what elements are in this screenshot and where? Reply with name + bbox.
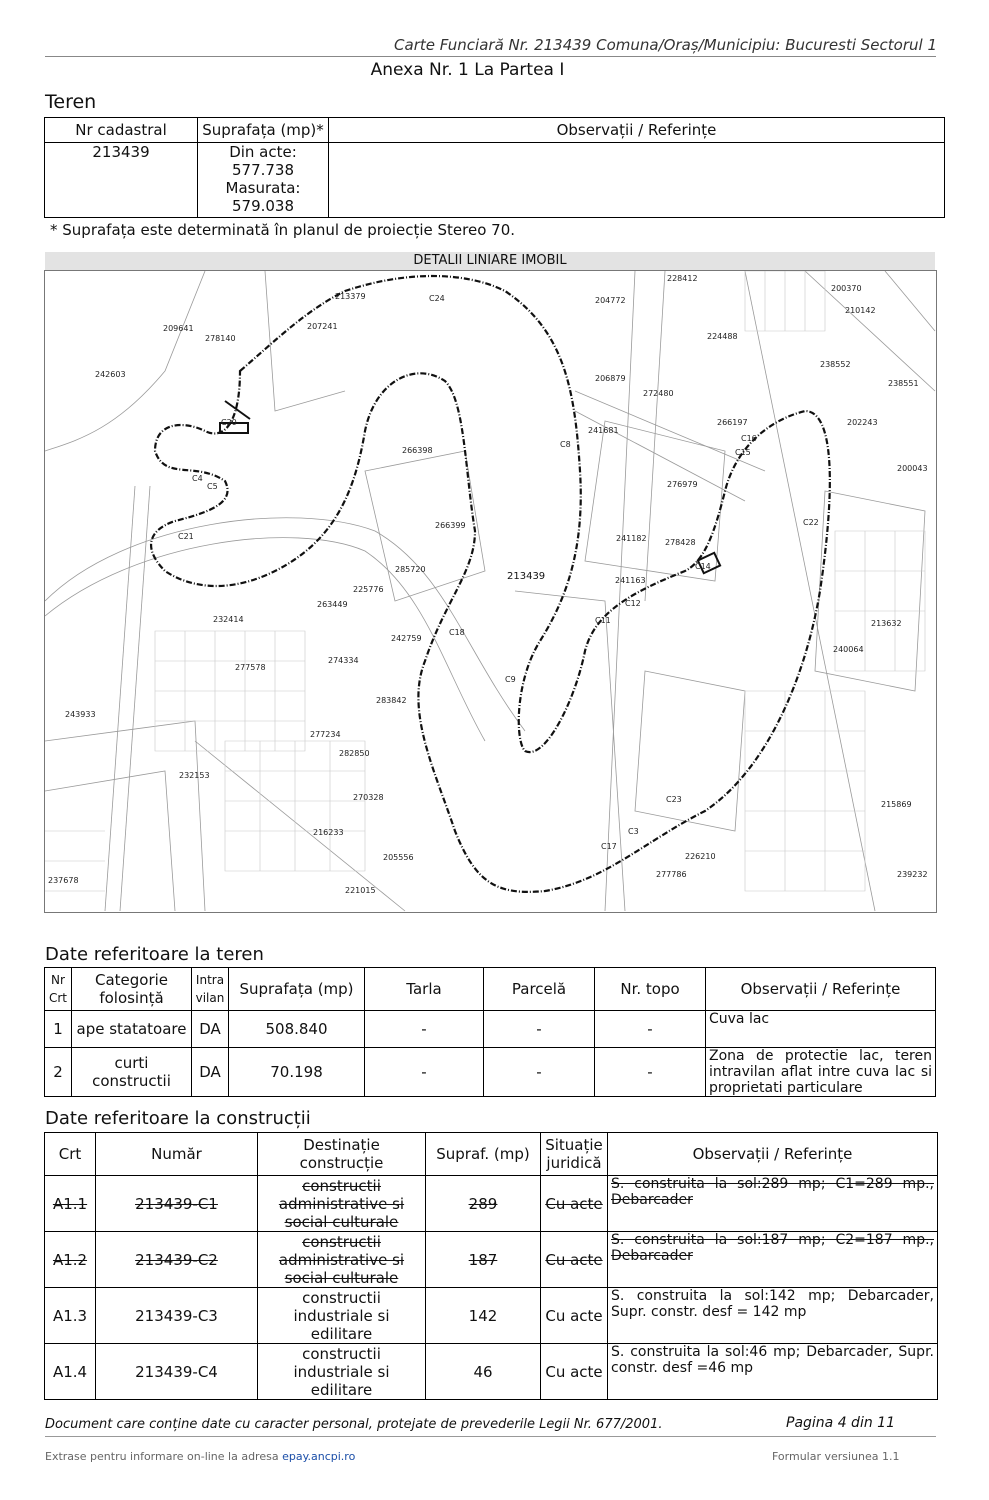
din-acte-value: 577.738 [231, 161, 295, 179]
construction-label: C21 [178, 532, 194, 541]
row-suprafata: 70.198 [229, 1048, 365, 1097]
parcel-label: 272480 [643, 389, 674, 398]
teren-table [44, 117, 945, 218]
construction-label: C18 [449, 628, 465, 637]
row-intravilan: DA [192, 1011, 229, 1048]
parcel-label: 232153 [179, 771, 210, 780]
parcel-label: 282850 [339, 749, 370, 758]
construction-label: C11 [595, 616, 611, 625]
col-suprafata: Suprafața (mp) [229, 968, 365, 1011]
col-nr-topo: Nr. topo [595, 968, 706, 1011]
parcel-label: 226210 [685, 852, 716, 861]
parcel-label: 207241 [307, 322, 338, 331]
col-destinatie: Destinație construcție [258, 1133, 426, 1176]
col-parcela: Parcelă [484, 968, 595, 1011]
table-row [45, 1344, 938, 1400]
date-teren-table [44, 967, 936, 1097]
row-destinatie: constructii industriale si edilitare [258, 1288, 426, 1344]
masurata-value: 579.038 [231, 197, 295, 215]
row-categorie: ape statatoare [72, 1011, 192, 1048]
date-constructii-table [44, 1132, 938, 1400]
parcel-label: 216233 [313, 828, 344, 837]
col-tarla: Tarla [365, 968, 484, 1011]
row-observatii: S. construita la sol:289 mp; C1=289 mp., Debarcader [608, 1176, 938, 1232]
din-acte-label: Din acte: [229, 143, 297, 161]
construction-label: C8 [560, 440, 571, 449]
table-row [45, 1232, 938, 1288]
parcel-label: 238551 [888, 379, 919, 388]
header-divider [45, 56, 936, 57]
row-tarla: - [365, 1011, 484, 1048]
parcel-label: 228412 [667, 274, 698, 283]
row-nr: 2 [45, 1048, 72, 1097]
col-intravilan: Intra vilan [192, 968, 229, 1011]
parcel-label: 241681 [588, 426, 619, 435]
form-version: Formular versiunea 1.1 [772, 1450, 900, 1463]
footer-divider [45, 1436, 936, 1437]
row-observatii: S. construita la sol:142 mp; Debarcader, Supr. constr. desf = 142 mp [608, 1288, 938, 1344]
row-parcela: - [484, 1048, 595, 1097]
personal-data-disclaimer: Document care conține date cu caracter personal, protejate de prevederile Legii Nr. 677/2001. [45, 1417, 663, 1432]
parcel-label: 242603 [95, 370, 126, 379]
teren-heading: Teren [45, 91, 97, 113]
row-destinatie: constructii industriale si edilitare [258, 1344, 426, 1400]
col-observatii: Observații / Referințe [706, 968, 936, 1011]
map-title: DETALII LINIARE IMOBIL [45, 252, 935, 270]
parcel-label: 221015 [345, 886, 376, 895]
parcel-label: 213379 [335, 292, 366, 301]
row-observatii: S. construita la sol:187 mp; C2=187 mp., Debarcader [608, 1232, 938, 1288]
table-row [45, 1048, 936, 1097]
epay-link[interactable]: epay.ancpi.ro [282, 1450, 356, 1463]
row-topo: - [595, 1011, 706, 1048]
parcel-label: 283842 [376, 696, 407, 705]
parcel-label: 224488 [707, 332, 738, 341]
table-row [45, 1288, 938, 1344]
col-nr-cadastral: Nr cadastral [45, 118, 198, 143]
row-intravilan: DA [192, 1048, 229, 1097]
parcel-label: 243933 [65, 710, 96, 719]
row-tarla: - [365, 1048, 484, 1097]
parcel-label: 277234 [310, 730, 341, 739]
row-situatie: Cu acte [541, 1232, 608, 1288]
row-observatii: Cuva lac [706, 1011, 936, 1048]
lake-boundary [151, 276, 830, 892]
parcel-label: 206879 [595, 374, 626, 383]
parcel-label: 278428 [665, 538, 696, 547]
row-destinatie: constructii administrative si social culturale [258, 1176, 426, 1232]
row-numar: 213439-C3 [96, 1288, 258, 1344]
row-observatii: Zona de protectie lac, teren intravilan aflat intre cuva lac si proprietati particulare [706, 1048, 936, 1097]
row-observatii: S. construita la sol:46 mp; Debarcader, Supr. constr. desf =46 mp [608, 1344, 938, 1400]
annex-title: Anexa Nr. 1 La Partea I [370, 60, 565, 80]
masurata-label: Masurata: [225, 179, 301, 197]
parcel-label: 241182 [616, 534, 647, 543]
row-supraf: 46 [426, 1344, 541, 1400]
parcel-label: 242759 [391, 634, 422, 643]
row-destinatie: constructii administrative si social culturale [258, 1232, 426, 1288]
cadastral-map [44, 270, 937, 913]
parcel-label: 266197 [717, 418, 748, 427]
row-crt: A1.4 [45, 1344, 96, 1400]
construction-label: C9 [505, 675, 516, 684]
parcel-label: 205556 [383, 853, 414, 862]
construction-label: C16 [741, 434, 757, 443]
map-svg [45, 271, 936, 912]
row-crt: A1.1 [45, 1176, 96, 1232]
parcel-label: 200370 [831, 284, 862, 293]
col-situatie: Situație juridică [541, 1133, 608, 1176]
table-row [45, 1011, 936, 1048]
parcel-label: 241163 [615, 576, 646, 585]
parcel-label: 266399 [435, 521, 466, 530]
parcel-label: 263449 [317, 600, 348, 609]
construction-label: C15 [735, 448, 751, 457]
parcel-label: 213632 [871, 619, 902, 628]
table-row [45, 1176, 938, 1232]
extract-info [45, 1450, 355, 1463]
document-header-title: Carte Funciară Nr. 213439 Comuna/Oraș/Municipiu: Bucuresti Sectorul 1 [394, 36, 937, 54]
construction-label: C3 [628, 827, 639, 836]
teren-observatii [329, 143, 945, 218]
row-nr: 1 [45, 1011, 72, 1048]
parcel-label: 238552 [820, 360, 851, 369]
row-supraf: 187 [426, 1232, 541, 1288]
parcel-label: 277786 [656, 870, 687, 879]
row-parcela: - [484, 1011, 595, 1048]
page-number: Pagina 4 din 11 [786, 1415, 895, 1431]
row-situatie: Cu acte [541, 1288, 608, 1344]
col-supraf: Supraf. (mp) [426, 1133, 541, 1176]
col-observatii: Observații / Referințe [329, 118, 945, 143]
parcel-label: 239232 [897, 870, 928, 879]
construction-label: C14 [695, 562, 711, 571]
col-observatii: Observații / Referințe [608, 1133, 938, 1176]
row-supraf: 142 [426, 1288, 541, 1344]
parcel-label: 225776 [353, 585, 384, 594]
map-center-label: 213439 [507, 571, 546, 582]
construction-label: C20 [221, 418, 237, 427]
date-teren-heading: Date referitoare la teren [45, 944, 264, 965]
extract-text: Extrase pentru informare on-line la adresa [45, 1450, 283, 1463]
row-crt: A1.2 [45, 1232, 96, 1288]
construction-label: C24 [429, 294, 445, 303]
row-numar: 213439-C2 [96, 1232, 258, 1288]
parcel-label: 274334 [328, 656, 359, 665]
parcel-label: 200043 [897, 464, 928, 473]
date-constructii-heading: Date referitoare la construcții [45, 1108, 311, 1129]
row-supraf: 289 [426, 1176, 541, 1232]
col-numar: Număr [96, 1133, 258, 1176]
parcel-label: 277578 [235, 663, 266, 672]
projection-note: * Suprafața este determinată în planul de proiecție Stereo 70. [50, 221, 516, 239]
parcel-label: 210142 [845, 306, 876, 315]
construction-label: C12 [625, 599, 641, 608]
parcel-label: 204772 [595, 296, 626, 305]
row-numar: 213439-C1 [96, 1176, 258, 1232]
parcel-label: 270328 [353, 793, 384, 802]
construction-label: C17 [601, 842, 617, 851]
row-situatie: Cu acte [541, 1176, 608, 1232]
col-nr-crt: Nr Crt [45, 968, 72, 1011]
row-situatie: Cu acte [541, 1344, 608, 1400]
nr-cadastral-value: 213439 [45, 143, 198, 218]
row-categorie: curti constructii [72, 1048, 192, 1097]
parcel-label: 237678 [48, 876, 79, 885]
construction-label: C22 [803, 518, 819, 527]
parcel-label: 276979 [667, 480, 698, 489]
parcel-label: 232414 [213, 615, 244, 624]
parcel-label: 202243 [847, 418, 878, 427]
row-crt: A1.3 [45, 1288, 96, 1344]
row-topo: - [595, 1048, 706, 1097]
col-categorie: Categorie folosință [72, 968, 192, 1011]
parcel-label: 266398 [402, 446, 433, 455]
construction-label: C23 [666, 795, 682, 804]
row-suprafata: 508.840 [229, 1011, 365, 1048]
row-numar: 213439-C4 [96, 1344, 258, 1400]
parcel-label: 285720 [395, 565, 426, 574]
parcel-label: 240064 [833, 645, 864, 654]
parcel-label: 215869 [881, 800, 912, 809]
parcel-label: 278140 [205, 334, 236, 343]
parcel-label: 209641 [163, 324, 194, 333]
col-suprafata: Suprafața (mp)* [198, 118, 329, 143]
construction-label: C4 [192, 474, 203, 483]
col-crt: Crt [45, 1133, 96, 1176]
construction-label: C5 [207, 482, 218, 491]
suprafata-cell [198, 143, 329, 218]
